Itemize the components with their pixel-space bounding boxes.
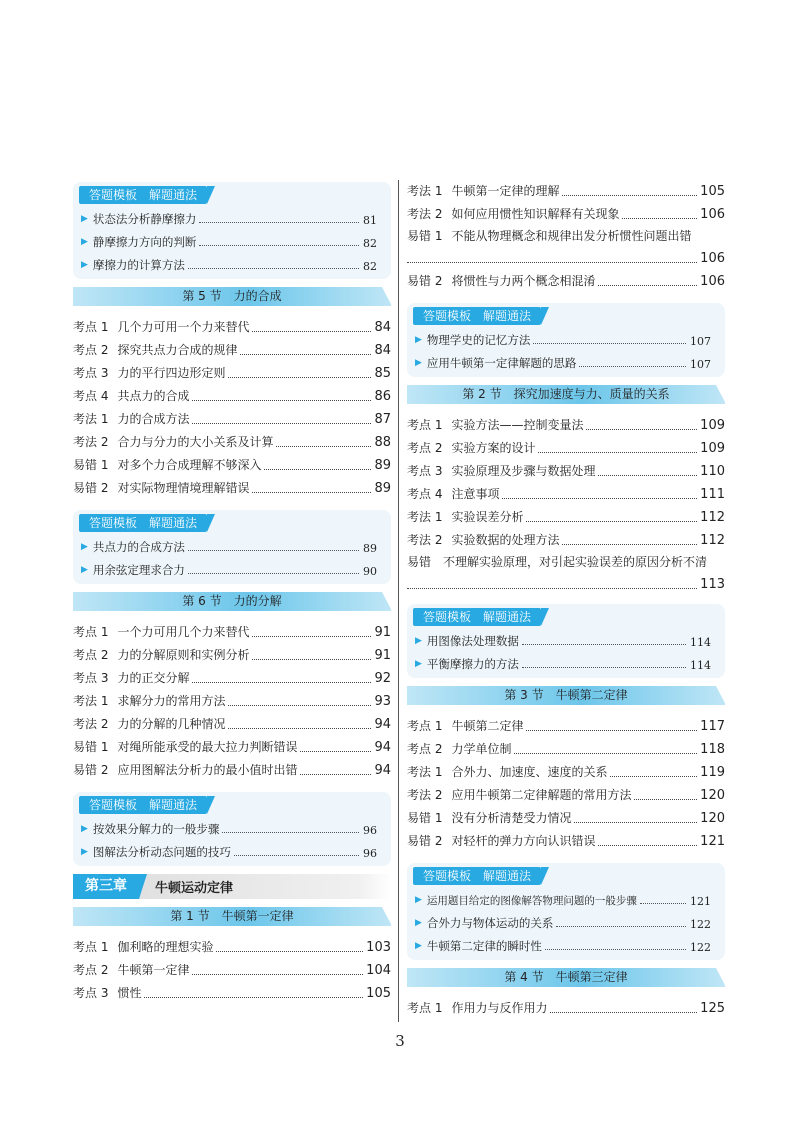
triangle-icon: ▶ (415, 895, 422, 905)
toc-entry[interactable]: 易错 1 没有分析清楚受力情况 120 (407, 811, 725, 826)
triangle-icon: ▶ (415, 358, 422, 368)
tips-box (407, 303, 725, 377)
section-title: 第 1 节 牛顿第一定律 (73, 907, 391, 926)
toc-entry[interactable]: 考点 4 共点力的合成 86 (73, 389, 391, 404)
tip-item[interactable]: ▶ 摩擦力的计算方法 82 (81, 258, 377, 273)
triangle-icon: ▶ (415, 941, 422, 951)
tip-item[interactable]: ▶ 牛顿第二定律的瞬时性 122 (415, 939, 711, 954)
tip-item[interactable]: ▶ 运用题目给定的图像解答物理问题的一般步骤 121 (415, 895, 711, 908)
tips-box (73, 510, 391, 584)
toc-entry[interactable]: 易错 1 对绳所能承受的最大拉力判断错误 94 (73, 740, 391, 755)
triangle-icon: ▶ (81, 824, 88, 834)
page-number: 3 (395, 1032, 405, 1050)
toc-entry[interactable]: 易错 2 应用图解法分析力的最小值时出错 94 (73, 763, 391, 778)
triangle-icon: ▶ (81, 565, 88, 575)
toc-entry[interactable]: 易错 2 对轻杆的弹力方向认识错误 121 (407, 834, 725, 849)
tips-badge: 答题模板 解题通法 (79, 514, 207, 532)
tips-box (407, 604, 725, 678)
toc-entry[interactable]: 考法 2 如何应用惯性知识解释有关现象 106 (407, 207, 725, 222)
toc-entry[interactable]: 考点 2 力的分解原则和实例分析 91 (73, 648, 391, 663)
toc-entry[interactable]: 考点 3 力的正交分解 92 (73, 671, 391, 686)
tips-badge: 答题模板 解题通法 (79, 796, 207, 814)
chapter-header (73, 874, 391, 899)
tip-item[interactable]: ▶ 平衡摩擦力的方法 114 (415, 657, 711, 672)
toc-entry[interactable]: 考点 2 牛顿第一定律 104 (73, 963, 391, 978)
column-divider (398, 180, 399, 1022)
toc-entry[interactable]: 易错 2 对实际物理情境理解错误 89 (73, 481, 391, 496)
toc-entry[interactable]: 易错 1 对多个力合成理解不够深入 89 (73, 458, 391, 473)
toc-entry[interactable]: 考点 2 探究共点力合成的规律 84 (73, 343, 391, 358)
tip-item[interactable]: ▶ 用余弦定理求合力 90 (81, 563, 377, 578)
section-title: 第 2 节 探究加速度与力、质量的关系 (407, 385, 725, 404)
tip-item[interactable]: ▶ 物理学史的记忆方法 107 (415, 333, 711, 348)
toc-entry[interactable]: 考点 1 牛顿第二定律 117 (407, 719, 725, 734)
toc-entry[interactable]: 易错 1 不能从物理概念和规律出发分析惯性问题出错 106 (407, 229, 725, 266)
chapter-title: 牛顿运动定律 (155, 881, 234, 896)
tip-item[interactable]: ▶ 应用牛顿第一定律解题的思路 107 (415, 356, 711, 371)
triangle-icon: ▶ (81, 542, 88, 552)
triangle-icon: ▶ (415, 918, 422, 928)
section-title: 第 3 节 牛顿第二定律 (407, 686, 725, 705)
tip-item[interactable]: ▶ 图解法分析动态问题的技巧 96 (81, 845, 377, 860)
chapter-number: 第三章 (73, 874, 139, 899)
toc-entry[interactable]: 考法 1 力的合成方法 87 (73, 412, 391, 427)
toc-entry[interactable]: 考点 3 实验原理及步骤与数据处理 110 (407, 464, 725, 479)
toc-entry[interactable]: 考点 1 实验方法——控制变量法 109 (407, 418, 725, 433)
toc-entry[interactable]: 考点 1 一个力可用几个力来替代 91 (73, 625, 391, 640)
toc-entry[interactable]: 易错 2 将惯性与力两个概念相混淆 106 (407, 274, 725, 289)
tips-badge: 答题模板 解题通法 (413, 307, 541, 325)
toc-entry[interactable]: 考法 2 应用牛顿第二定律解题的常用方法 120 (407, 788, 725, 803)
triangle-icon: ▶ (81, 214, 88, 224)
tips-box (407, 863, 725, 960)
tip-item[interactable]: ▶ 用图像法处理数据 114 (415, 634, 711, 649)
toc-entry[interactable]: 考法 2 力的分解的几种情况 94 (73, 717, 391, 732)
left-column (73, 178, 391, 1001)
tips-badge: 答题模板 解题通法 (413, 608, 541, 626)
triangle-icon: ▶ (81, 237, 88, 247)
right-column (407, 176, 725, 1016)
toc-entry[interactable]: 考点 4 注意事项 111 (407, 487, 725, 502)
toc-entry[interactable]: 易错 不理解实验原理，对引起实验误差的原因分析不清 113 (407, 555, 725, 592)
toc-entry[interactable]: 考点 2 力学单位制 118 (407, 742, 725, 757)
tips-box (73, 182, 391, 279)
toc-entry[interactable]: 考法 1 牛顿第一定律的理解 105 (407, 184, 725, 199)
section-title: 第 5 节 力的合成 (73, 287, 391, 306)
tip-item[interactable]: ▶ 静摩擦力方向的判断 82 (81, 235, 377, 250)
section-title: 第 4 节 牛顿第三定律 (407, 968, 725, 987)
toc-entry[interactable]: 考点 3 惯性 105 (73, 986, 391, 1001)
toc-entry[interactable]: 考点 1 作用力与反作用力 125 (407, 1001, 725, 1016)
toc-entry[interactable]: 考法 2 实验数据的处理方法 112 (407, 533, 725, 548)
triangle-icon: ▶ (81, 847, 88, 857)
toc-entry[interactable]: 考法 1 实验误差分析 112 (407, 510, 725, 525)
tip-item[interactable]: ▶ 状态法分析静摩擦力 81 (81, 212, 377, 227)
tips-badge: 答题模板 解题通法 (413, 867, 541, 885)
tip-item[interactable]: ▶ 按效果分解力的一般步骤 96 (81, 822, 377, 837)
toc-entry[interactable]: 考点 1 伽利略的理想实验 103 (73, 940, 391, 955)
toc-entry[interactable]: 考法 1 求解分力的常用方法 93 (73, 694, 391, 709)
toc-entry[interactable]: 考点 3 力的平行四边形定则 85 (73, 366, 391, 381)
triangle-icon: ▶ (415, 335, 422, 345)
triangle-icon: ▶ (81, 260, 88, 270)
toc-entry[interactable]: 考点 1 几个力可用一个力来替代 84 (73, 320, 391, 335)
toc-entry[interactable]: 考法 2 合力与分力的大小关系及计算 88 (73, 435, 391, 450)
tip-item[interactable]: ▶ 合外力与物体运动的关系 122 (415, 916, 711, 931)
toc-entry[interactable]: 考法 1 合外力、加速度、速度的关系 119 (407, 765, 725, 780)
tips-badge: 答题模板 解题通法 (79, 186, 207, 204)
tips-box (73, 792, 391, 866)
triangle-icon: ▶ (415, 659, 422, 669)
tip-item[interactable]: ▶ 共点力的合成方法 89 (81, 540, 377, 555)
toc-entry[interactable]: 考点 2 实验方案的设计 109 (407, 441, 725, 456)
triangle-icon: ▶ (415, 636, 422, 646)
section-title: 第 6 节 力的分解 (73, 592, 391, 611)
